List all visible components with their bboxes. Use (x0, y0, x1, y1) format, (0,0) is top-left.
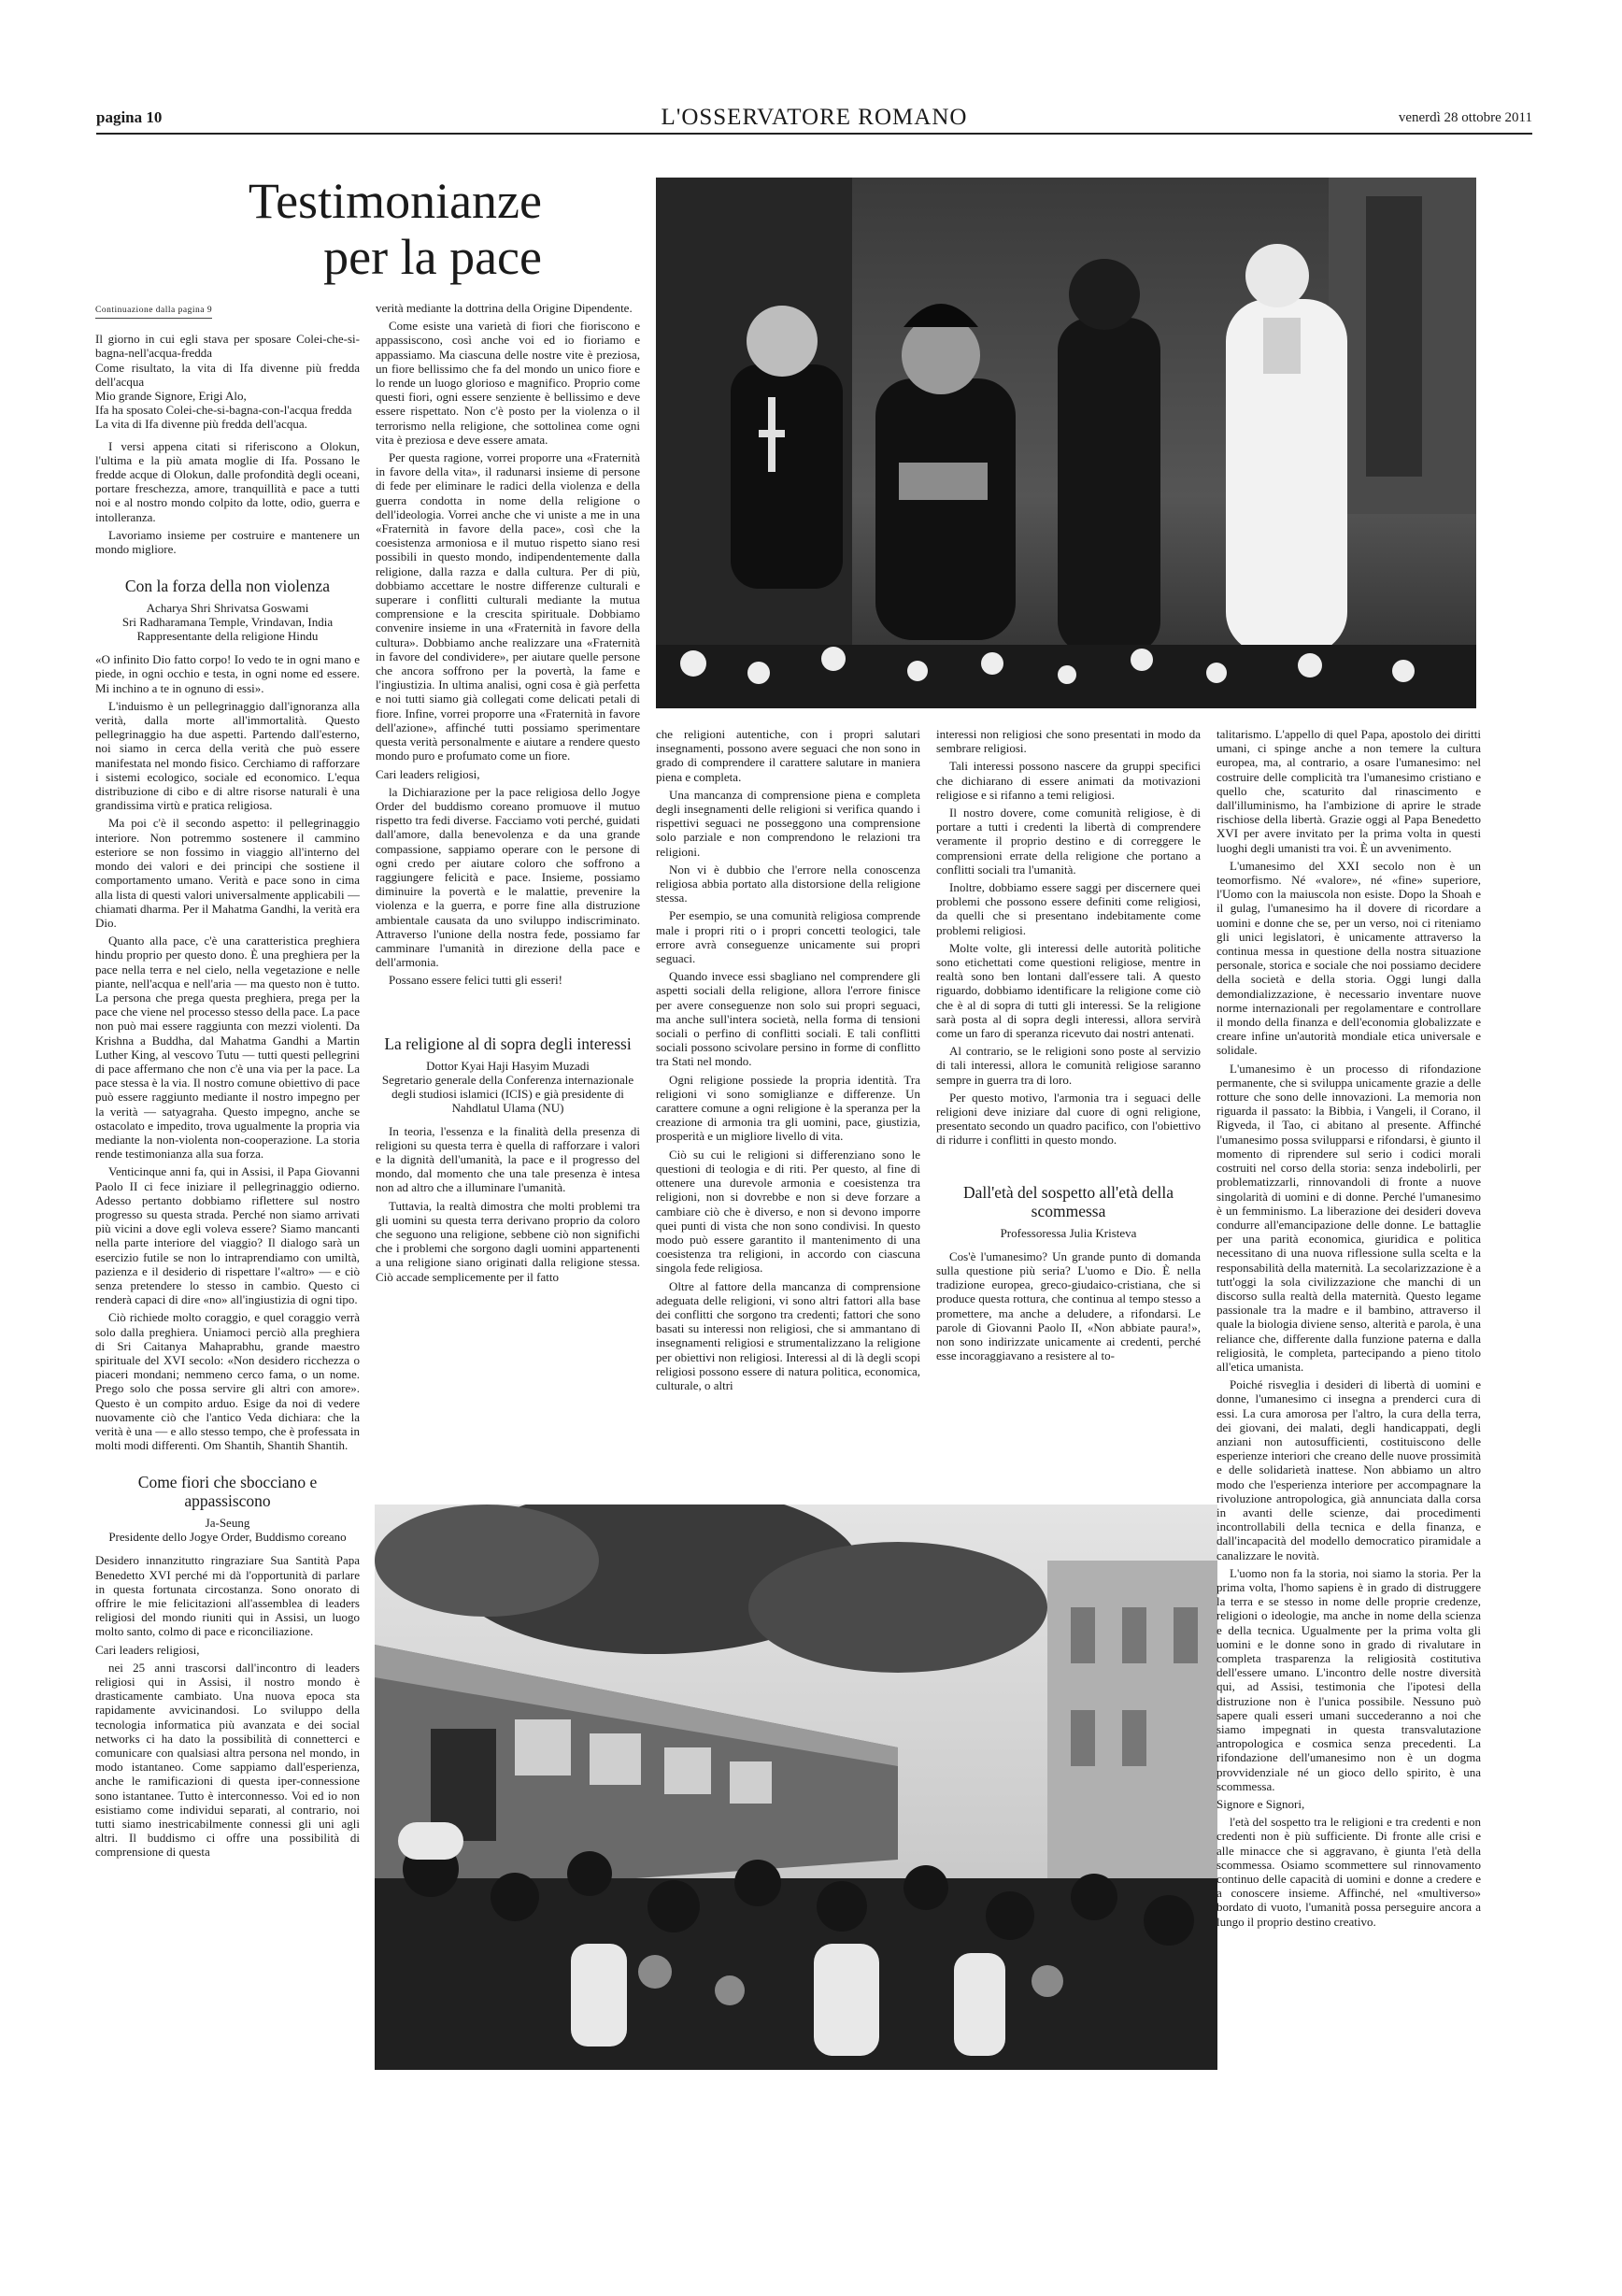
paragraph: L'uomo non fa la storia, noi siamo la storia. Per la prima volta, l'homo sapiens è in grado di distruggere la terra e se stesso in nome delle proprie credenze, religioni o ideologie, ma anche in nome della scienza e della tecnica. Ugualmente per la prima volta gli uomini e le donne sono in grado di rivalutare in completa trasparenza la religiosità costitutiva dell'essere umano. L'incontro delle nostre diversità qui, ad Assisi, testimonia che l'ipotesi della distruzione non è l'unica possibile. Nessuno può sapere quali esseri umani succederanno a noi che siamo impegnati in questa transvalutazione antropologica e cosmica senza precedenti. La rifondazione dell'umanesimo non è un dogma provvidenziale né un gioco dello spirito, è una scommessa. (1216, 1565, 1481, 1793)
section-affiliation: Segretario generale della Conferenza internazionale degli studiosi islamici (ICIS) e già presidente di Nahdlatul Ulama (NU) (381, 1072, 634, 1115)
paragraph: In teoria, l'essenza e la finalità della presenza di religioni su questa terra è quella di rafforzare i valori e la dignità dell'umanità, la pace e il progresso del mondo, dal momento che una tale presenza è intesa non ad altro che a illuminare l'umanità. (376, 1123, 640, 1195)
column-2 (376, 301, 640, 1488)
paragraph: Ogni religione possiede la propria identità. Tra religioni vi sono somiglianze e differenze. Un carattere comune a ogni religione è la speranza per la creazione di armonia tra gli uomini, pace, giustizia, prosperità e un migliore livello di vita. (656, 1072, 920, 1144)
issue-date: venerdì 28 ottobre 2011 (1398, 110, 1532, 125)
paragraph: interessi non religiosi che sono presentati in modo da sembrare religiosi. (936, 727, 1201, 756)
section-header-kristeva (936, 1183, 1201, 1240)
top-photo (656, 178, 1476, 708)
section-author: Ja-Seung (205, 1516, 250, 1531)
paragraph: Ma poi c'è il secondo aspetto: il pellegrinaggio interiore. Non potremmo sostenere il cammino esteriore se non fossimo in viaggio all'interno del mondo dei valori e dei principi che sostiene il comportamento umano. Verità e pace sono in cima alla lista di questi valori universalmente applicabili — chiamati dharma. Per il Mahatma Gandhi, la verità era Dio. (95, 816, 360, 930)
paragraph: Molte volte, gli interessi delle autorità politiche sono etichettati come questioni religiose, mentre in realtà sono ben lontani dall'essere tali. A questo riguardo, dobbiamo identificare la religione come ciò che è al di sopra di tutti gli interessi. Se la religione sarà posta al di sopra degli interessi, allora servirà come un faro di speranza ricevuto dai nostri antenati. (936, 940, 1201, 1041)
paragraph: «O infinito Dio fatto corpo! Io vedo te in ogni mano e piede, in ogni occhio e testa, in ogni nome ed essere. Mi inchino a te in ognuno di essi». (95, 652, 360, 695)
paragraph: Inoltre, dobbiamo essere saggi per discernere quei problemi che possono essere definiti come religiosi, da quelli che si presentano indebitamente come problemi religiosi. (936, 880, 1201, 937)
paragraph: Possano essere felici tutti gli esseri! (389, 973, 562, 988)
section-header-fiori (95, 1473, 360, 1544)
page-number: pagina 10 (96, 108, 163, 126)
continuation-note: Continuazione dalla pagina 9 (95, 304, 212, 319)
section-title: Con la forza della non violenza (124, 577, 331, 596)
column-1 (95, 301, 360, 2149)
section-title: Dall'età del sospetto all'età della scommessa (963, 1182, 1174, 1220)
paragraph: Una mancanza di comprensione piena e completa degli insegnamenti delle religioni si verifica quando i rispettivi seguaci ne posseggono una comprensione solo parziale e non comprendono le relazioni tra religioni. (656, 787, 920, 859)
paragraph: Cari leaders religiosi, (376, 766, 480, 781)
section-author: Acharya Shri Shrivatsa Goswami (146, 601, 309, 616)
paragraph: L'umanesimo è un processo di rifondazione permanente, che si sviluppa unicamente grazie a delle rotture che sono delle innovazioni. La memoria non riguarda il passato: la Bibbia, i Vangeli, il Corano, il Rigveda, il Tao, ci abitano al presente. Affinché l'umanesimo possa svilupparsi e rifondarsi, è giunto il momento di riprendere sul serio i codici morali costruiti nel corso della storia: senza indebolirli, per problematizzarli, rinnovandoli di fronte a nuove singolarità di uomini e di donne. Perché l'umanesimo è un femminismo. La liberazione dei desideri doveva condurre all'emancipazione delle donne. Le battaglie per una parità economica, giuridica e politica necessitano di una nuova riflessione sulla scelta e la responsabilità della maternità. La secolarizzazione è a tutt'oggi la sola civilizzazione che manchi di un discorso sulla realtà della maternità. Questo legame passionale tra la madre e il bambino, attraverso il quale la biologia diviene senso, alterità e parola, è una reliance che, differente dalla funzione paterna e dalla religiosità, le completa, partecipando a pieno titolo all'etica umanista. (1216, 1061, 1481, 1374)
paragraph: che religioni autentiche, con i propri salutari insegnamenti, possono avere seguaci che non sono in grado di comprendere il carattere salutare in maniera piena e completa. (656, 727, 920, 784)
paragraph: nei 25 anni trascorsi dall'incontro di leaders religiosi qui in Assisi, il nostro mondo è drasticamente cambiato. Una nuova epoca sta rapidamente avvicinandosi. Lo sviluppo della tecnologia informatica più avanzata e dei social networks ci ha dato la possibilità di connetterci e comunicare con qualsiasi altra persona nel mondo, in modo istantaneo. Come sappiamo dall'esperienza, anche le ramificazioni di questa iper-connessione sono istantanee. Tutto è interconnesso. Voi ed io non esistiamo come individui separati, al contrario, noi tutti siamo inestricabilmente connessi gli uni agli altri. Il buddismo ci offre una possibilità di comprensione di questa (95, 1660, 360, 1860)
masthead-rule (96, 133, 1532, 135)
paragraph: Per questo motivo, l'armonia tra i seguaci delle religioni deve iniziare dal cuore di ogni religione, presentato secondo un quadro pacifico, con l'obiettivo di ridurre i conflitti in questo mondo. (936, 1090, 1201, 1148)
paragraph: Tali interessi possono nascere da gruppi specifici che dichiarano di essere animati da motivazioni religiose e si rifanno a temi religiosi. (936, 759, 1201, 802)
headline-line-2: per la pace (323, 229, 542, 285)
section-header-religione (376, 1034, 640, 1115)
paragraph: Non vi è dubbio che l'errore nella conoscenza religiosa abbia portato alla distorsione della religione stessa. (656, 862, 920, 906)
paragraph: Oltre al fattore della mancanza di comprensione adeguata delle religioni, vi sono altri fattori alla base dei conflitti che sorgono tra credenti; fattori che sono basati su interessi non religiosi, che si ammantano di insegnamenti religiosi e strumentalizzano la religione per obiettivi non religiosi. Interessi al di là degli scopi religiosi possono essere di natura politica, economica, culturale, o altri (656, 1278, 920, 1392)
paragraph: Al contrario, se le religioni sono poste al servizio di tali interessi, allora le comunità religiose saranno sempre in guerra tra di loro. (936, 1044, 1201, 1087)
newspaper-name: L'OSSERVATORE ROMANO (661, 105, 968, 130)
paragraph: Ciò richiede molto coraggio, e quel coraggio verrà solo dalla preghiera. Uniamoci perciò alla preghiera di Sri Caitanya Mahaprabhu, grande maestro spirituale del XVI secolo: «Non desidero ricchezza o piaceri mondani; nemmeno cerco fama, o un nome. Prego solo che possa servire gli altri con amore». Questo è un compito arduo. Esige da noi di vedere nuovamente ciò che l'antico Veda dichiara: che la verità è una — e allo stesso tempo, che è professata in molti modi differenti. Om Shantih, Shantih Shantih. (95, 1310, 360, 1453)
paragraph: L'induismo è un pellegrinaggio dall'ignoranza alla verità, dalla morte all'immortalità. Questo pellegrinaggio ha due aspetti. Partendo dall'esterno, noi siamo in cerca della verità che può essere manifestata nel mondo fisico. Cerchiamo di rafforzare i sistemi ecologico, sociale ed economico. L'equa distribuzione di cibo e di altre risorse naturali è una grandissima virtù e pratica religiosa. (95, 698, 360, 813)
verse-line: La vita di Ifa divenne più fredda dell'acqua. (95, 417, 307, 432)
section-author: Professoressa Julia Kristeva (1000, 1225, 1137, 1240)
paragraph: Quanto alla pace, c'è una caratteristica preghiera hindu proprio per questo dono. È una preghiera per la pace nella terra e nel cielo, nella vegetazione e nelle piante, nell'acqua e nell'aria — ma questo non è tutto. La persona che prega questa preghiera, prega per la pace che viene nel processo stesso della pace. La pace non può mai essere raggiunta con mezzi violenti. Da Krishna a Buddha, dal Mahatma Gandhi a Martin Luther King, al vescovo Tutu — tutti questi pellegrini di pace affermano che non c'è una via per la pace. La pace stessa è la via. Il nostro comune obiettivo di pace può essere raggiunto mediante il nostro impegno per la verità — satyagraha. Questo impegno, anche se ostacolato e impedito, trova ugualmente la propria via mediante la non-violenta non-cooperazione. La storia rende testimonianza alla sua forza. (95, 934, 360, 1162)
headline-line-1: Testimonianze (248, 173, 542, 229)
paragraph: Per esempio, se una comunità religiosa comprende male i propri riti o i propri concetti teologici, tale errore avrà conseguenze unicamente sui propri seguaci. (656, 908, 920, 966)
column-4 (936, 727, 1201, 1489)
section-affiliation: Sri Radharamana Temple, Vrindavan, India Rappresentante della religione Hindu (121, 615, 334, 644)
section-header-non-violenza (95, 577, 360, 643)
paragraph: Lavoriamo insieme per costruire e mantenere un mondo migliore. (95, 527, 360, 557)
top-photo-image (656, 178, 1476, 708)
section-author: Dottor Kyai Haji Hasyim Muzadi (426, 1058, 590, 1073)
paragraph: talitarismo. L'appello di quel Papa, apostolo dei diritti umani, ci spinge anche a non temere la cultura europea, ma, al contrario, a osare l'umanesimo: nel costruire delle complicità tra l'umanesimo cristiano e quello che, scaturito dal rinascimento e dall'illuminismo, ha l'ambizione di aprire le strade rischiose della libertà. Grazie oggi al Papa Benedetto XVI per avere invitato per la prima volta in questi luoghi degli umanisti tra voi. È un avvenimento. (1216, 727, 1481, 855)
paragraph: Tuttavia, la realtà dimostra che molti problemi tra gli uomini su questa terra derivano proprio da coloro che seguono una religione, sebbene ciò non significhi che i problemi che sorgono dagli uomini appartenenti a una religione siano originati dalla religione stessa. Ciò accade semplicemente per il fatto (376, 1198, 640, 1284)
headline (168, 173, 542, 285)
paragraph: Poiché risveglia i desideri di libertà di uomini e donne, l'umanesimo ci insegna a prenderci cura di essi. La cura amorosa per l'altro, la cura della terra, dei giovani, dei malati, degli handicappati, degli anziani non autosufficienti, costituiscono delle esperienze interiori che creano delle nuove prossimità e delle solidarietà inattese. Non abbiamo un altro modo che l'esperienza interiore per accompagnare la rivoluzione antropologica, già annunciata dalla corsa in avanti delle scienze, dai procedimenti incontrollabili della tecnica e della finanza, e dall'incapacità del modello democratico piramidale a canalizzare le novità. (1216, 1377, 1481, 1562)
paragraph: Cari leaders religiosi, (95, 1642, 200, 1657)
paragraph: Ciò su cui le religioni si differenziano sono le questioni di teologia e di riti. Per questo, al fine di ottenere una durevole armonia e coesistenza tra religioni, non si dovrebbe e non si deve forzare a cambiare ciò che è diverso, e non si devono imporre quei punti di vista che non sono condivisi. In questo modo può essere garantito il mantenimento di una coesistenza tra religioni, in accordo con ciascuna singola fede religiosa. (656, 1147, 920, 1276)
bottom-photo (375, 1505, 1217, 2070)
column-5 (1216, 727, 1481, 2149)
paragraph: verità mediante la dottrina della Origine Dipendente. (376, 301, 633, 315)
paragraph: Come esiste una varietà di fiori che fioriscono e appassiscono, così anche voi ed io fioriamo e appassiamo. Ma ciascuna delle nostre vite è preziosa, un fiore bellissimo che fa del mondo un unico fiore e lo rende un luogo glorioso e magnifico. Proprio come questi fiori, ogni essere senziente è bellissimo e deve essere rispettato. Non c'è posto per la violenza o il terrorismo nella religione, che sottolinea come ogni vita è preziosa e deve essere amata. (376, 319, 640, 447)
masthead (96, 105, 1532, 133)
section-affiliation: Presidente dello Jogye Order, Buddismo coreano (108, 1530, 347, 1545)
paragraph: Il nostro dovere, come comunità religiose, è di portare a tutti i credenti la libertà di comprendere veramente il proprio destino e di correggere le comprensioni errate della religione che portano a conflitti sociali tra l'umanità. (936, 806, 1201, 877)
verse-line: Ifa ha sposato Colei-che-si-bagna-con-l'acqua fredda (95, 403, 352, 418)
paragraph: Signore e Signori, (1216, 1797, 1305, 1812)
paragraph: la Dichiarazione per la pace religiosa dello Jogye Order del buddismo coreano promuove il mutuo rispetto tra fedi diverse. Facciamo voti perché, guidati dall'amore, dalla benevolenza e da una grande compassione, sappiamo operare con le persone di ogni credo per aiutare coloro che soffrono a raggiungere felicità e pace. Insieme, possiamo diminuire la povertà e le malattie, prevenire la violenza e la guerra, e porre fine alla distruzione ambientale causata da uno sviluppo indiscriminato. Attraverso l'unione della nostra fede, possiamo far camminare l'umanità in direzione della pace e dell'armonia. (376, 784, 640, 970)
paragraph: Quando invece essi sbagliano nel comprendere gli aspetti sociali della religione, allora l'errore finisce per avere conseguenze non solo sui propri seguaci, ma anche sull'intera società, nella forma di tensioni sociali o perfino di conflitti sociali. E tali conflitti sociali possono scivolare persino in forme di conflitto tra Stati nel mondo. (656, 969, 920, 1069)
paragraph: l'età del sospetto tra le religioni e tra credenti e non credenti non è più sufficiente. Di fronte alle crisi e alle minacce che si aggravano, è giunta l'età della scommessa. Osiamo scommettere sul rinnovamento continuo delle capacità di uomini e donne a credere e a conoscere insieme. Affinché, nel «multiverso» bordato di vuoto, l'umanità possa perseguire ancora a lungo il proprio destino creativo. (1216, 1815, 1481, 1929)
bottom-photo-image (375, 1505, 1217, 2070)
paragraph: I versi appena citati si riferiscono a Olokun, l'ultima e la più amata moglie di Ifa. Possano le fredde acque di Olokun, dalle profondità degli oceani, portare freschezza, amore, tranquillità e pace a tutti noi e al nostro mondo colpito da lotte, odio, guerra e intolleranza. (95, 438, 360, 524)
section-title: Come fiori che sbocciano e appassiscono (137, 1473, 318, 1511)
column-3 (656, 727, 920, 1489)
verse-line: Mio grande Signore, Erigi Alo, (95, 389, 247, 404)
verse-line: Come risultato, la vita di Ifa divenne più fredda dell'acqua (95, 360, 360, 389)
verse-line: Il giorno in cui egli stava per sposare Colei-che-si-bagna-nell'acqua-fredda (95, 332, 360, 361)
section-title: La religione al di sopra degli interessi (384, 1034, 632, 1053)
paragraph: L'umanesimo del XXI secolo non è un teomorfismo. Né «valore», né «fine» superiore, l'Uomo con la maiuscola non esiste. Dopo la Shoah e il gulag, l'umanesimo ha il dovere di ricordare a uomini e donne che se, per un verso, noi ci riteniamo gli unici legislatori, è unicamente attraverso la continua messa in questione della nostra situazione personale, storica e sociale che noi possiamo decidere della società e della storia. Oggi lungi dalla demondializzazione, è necessario inventare nuove norme internazionali per regolamentare e controllare il mondo della finanza e dell'economia globalizzate e creare infine un'autorità mondiale etica universale e solidale. (1216, 858, 1481, 1058)
paragraph: Per questa ragione, vorrei proporre una «Fraternità in favore della vita», il radunarsi insieme di persone di fede per eliminare le radici della violenza e della guerra condotta in nome della religione o dell'ideologia. Vorrei anche che vi uniste a me in una «Fraternità in favore della pace», così che la coesistenza armoniosa e il mutuo rispetto siano resi possibili in questo mondo, indipendentemente dalla religione, dalla razza e dalla cultura. Per di più, dobbiamo accettare le nostre differenze culturali e superare i conflitti culturali mediante la mutua comprensione e la crescita spirituale. Dobbiamo convenire insieme in una «Fraternità in favore della cultura». Dobbiamo anche realizzare una «Fraternità in favore del condividere», per aiutare quelle persone che ancora soffrono per la povertà, la fame e l'ingiustizia. In ultima analisi, ogni cosa è già perfetta e noi tutti siamo già collegati come delicati petali di fiore. Infine, vorrei proporre una «Fraternità in favore dell'azione», affinché tutti possiamo sperimentare questa verità personalmente e aiutare a rendere questo mondo puro e profumato come un fiore. (376, 450, 640, 763)
paragraph: Cos'è l'umanesimo? Un grande punto di domanda sulla questione più seria? L'uomo e Dio. È nella tradizione europea, greco-giudaico-cristiana, che si produce questa rottura, che continua al tempo stesso a promettere, ma anche a deludere, a rifondarsi. Le parole di Giovanni Paolo II, «Non abbiate paura!», non sono indirizzate unicamente ai credenti, perché esse incoraggiavano a resistere al to- (936, 1248, 1201, 1363)
paragraph: Desidero innanzitutto ringraziare Sua Santità Papa Benedetto XVI perché mi dà l'opportunità di parlare in questa fortunata circostanza. Sono onorato di offrire le mie felicitazioni all'assemblea di leaders religiosi del mondo riuniti qui in Assisi, un luogo molto santo, colmo di pace e riconciliazione. (95, 1553, 360, 1639)
paragraph: Venticinque anni fa, qui in Assisi, il Papa Giovanni Paolo II ci fece iniziare il pellegrinaggio odierno. Adesso pertanto dobbiamo riflettere sul nostro progresso su questa strada. Perché non siamo arrivati più vicini a dove egli voleva essere? Siamo mancanti nella parte interiore del viaggio? Il dialogo sarà un esercizio futile se non lo intraprendiamo con umiltà, pazienza e il desiderio di rispettare l'«altro» — e ciò senza pretendere lo stesso in cambio. Questo ci renderà capaci di dire «no» all'ingiustizia di ogni tipo. (95, 1164, 360, 1307)
